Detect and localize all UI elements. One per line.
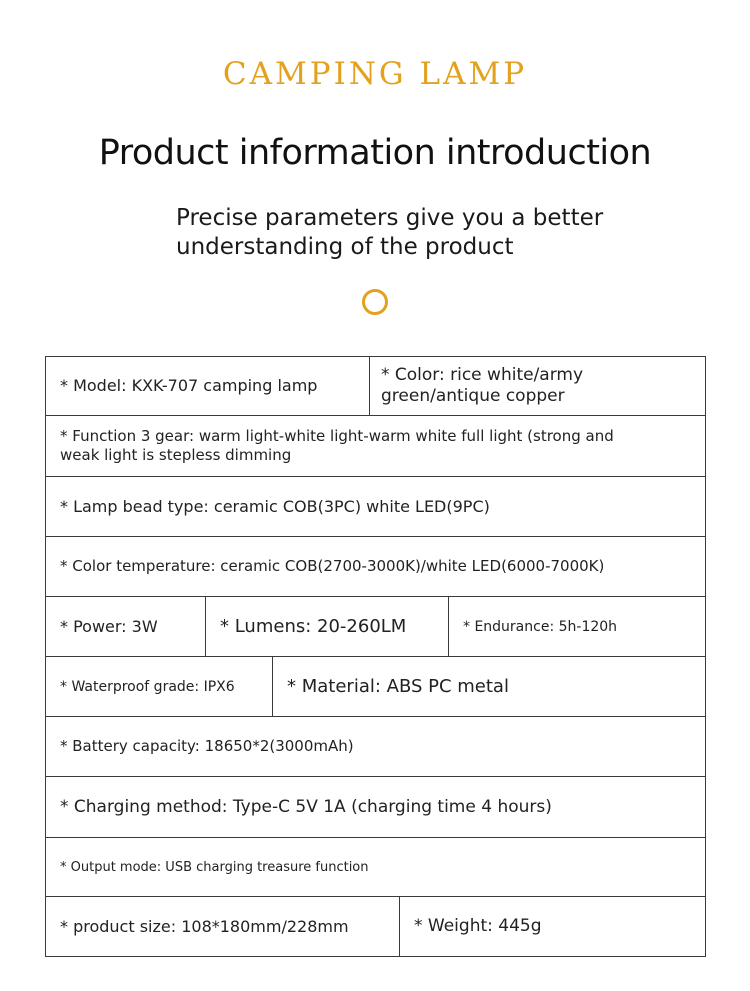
spec-row-function (46, 416, 705, 477)
spec-row-color-temperature (46, 537, 705, 597)
spec-lumens: * Lumens: 20-260LM (206, 597, 449, 656)
spec-power: * Power: 3W (46, 597, 206, 656)
spec-model: * Model: KXK-707 camping lamp (46, 357, 370, 415)
subtitle-line-1: Precise parameters give you a better (176, 205, 604, 231)
spec-row-model-color (46, 357, 705, 416)
spec-row-battery (46, 717, 705, 777)
spec-color-temperature: * Color temperature: ceramic COB(2700-3000K)/white LED(6000-7000K) (60, 557, 605, 575)
spec-row-charging (46, 777, 705, 838)
spec-row-size-weight (46, 897, 705, 956)
subtitle-line-2: understanding of the product (176, 234, 514, 260)
ring-icon (362, 289, 388, 315)
spec-row-output (46, 838, 705, 897)
spec-battery: * Battery capacity: 18650*2(3000mAh) (60, 737, 354, 755)
spec-output: * Output mode: USB charging treasure function (60, 859, 369, 875)
page-subtitle (176, 204, 716, 262)
spec-table (45, 356, 706, 957)
spec-color: * Color: rice white/army green/antique copper (381, 365, 584, 406)
spec-function: * Function 3 gear: warm light-white light-warm white full light (strong and weak light is stepless dimming (60, 427, 614, 464)
spec-charging: * Charging method: Type-C 5V 1A (charging time 4 hours) (60, 796, 552, 817)
spec-material: * Material: ABS PC metal (287, 676, 509, 697)
spec-size: * product size: 108*180mm/228mm (46, 897, 400, 956)
spec-waterproof: * Waterproof grade: IPX6 (46, 657, 273, 716)
spec-endurance: * Endurance: 5h-120h (463, 618, 618, 635)
spec-row-lamp-bead (46, 477, 705, 537)
brand-title: CAMPING LAMP (222, 56, 528, 92)
spec-row-waterproof-material (46, 657, 705, 717)
spec-weight: * Weight: 445g (414, 916, 542, 936)
spec-lamp-bead: * Lamp bead type: ceramic COB(3PC) white LED(9PC) (60, 496, 490, 516)
spec-row-power-lumens-endurance (46, 597, 705, 657)
page-title: Product information introduction (98, 133, 652, 173)
